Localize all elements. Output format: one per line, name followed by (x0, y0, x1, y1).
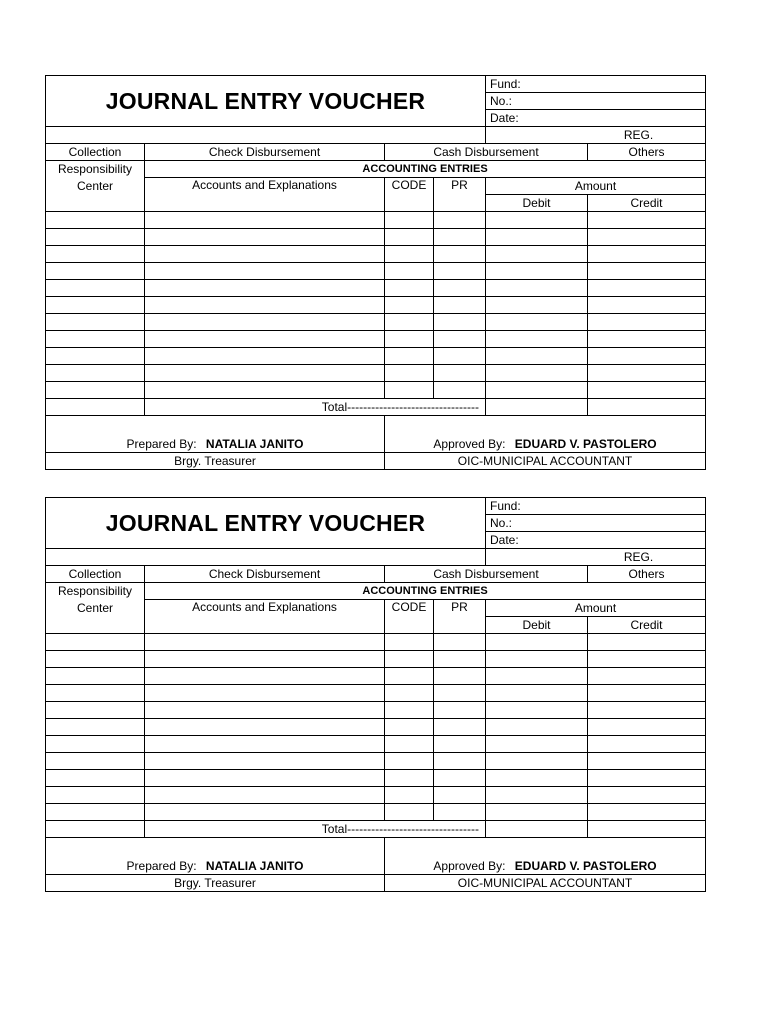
code-cell[interactable] (385, 702, 434, 719)
accounts-header: Accounts and Explanations (145, 600, 385, 634)
resp-center-cell[interactable] (46, 651, 145, 668)
approved-by-cell (385, 416, 706, 453)
account-cell[interactable] (145, 634, 385, 651)
code-cell[interactable] (385, 212, 434, 229)
entry-row (46, 770, 706, 787)
resp-center-cell[interactable] (46, 246, 145, 263)
blank-cell (46, 127, 486, 144)
account-cell[interactable] (145, 263, 385, 280)
debit-cell[interactable] (486, 702, 588, 719)
code-cell[interactable] (385, 668, 434, 685)
approved-by-title: OIC-MUNICIPAL ACCOUNTANT (385, 875, 706, 892)
resp-center-cell[interactable] (46, 331, 145, 348)
debit-cell[interactable] (486, 229, 588, 246)
number-field[interactable]: No.: (486, 515, 706, 532)
credit-cell[interactable] (588, 246, 706, 263)
account-cell[interactable] (145, 382, 385, 399)
credit-cell[interactable] (588, 348, 706, 365)
resp-center-cell[interactable] (46, 280, 145, 297)
resp-center-cell[interactable] (46, 753, 145, 770)
account-cell[interactable] (145, 212, 385, 229)
entry-row (46, 280, 706, 297)
account-cell[interactable] (145, 365, 385, 382)
pr-cell[interactable] (434, 212, 486, 229)
code-cell[interactable] (385, 719, 434, 736)
pr-cell[interactable] (434, 348, 486, 365)
code-cell[interactable] (385, 685, 434, 702)
prepared-by-label: Prepared By: (126, 437, 197, 451)
code-cell[interactable] (385, 280, 434, 297)
credit-cell[interactable] (588, 702, 706, 719)
credit-cell[interactable] (588, 314, 706, 331)
code-cell[interactable] (385, 365, 434, 382)
code-cell[interactable] (385, 736, 434, 753)
pr-cell[interactable] (434, 634, 486, 651)
mode-check-disbursement[interactable]: Check Disbursement (145, 566, 385, 583)
approved-by-name: EDUARD V. PASTOLERO (514, 859, 657, 873)
resp-center-cell[interactable] (46, 702, 145, 719)
account-cell[interactable] (145, 668, 385, 685)
entry-row (46, 787, 706, 804)
credit-header: Credit (588, 617, 706, 634)
entry-row (46, 685, 706, 702)
debit-cell[interactable] (486, 668, 588, 685)
entry-row (46, 719, 706, 736)
pr-cell[interactable] (434, 246, 486, 263)
mode-others[interactable]: Others (588, 144, 706, 161)
entry-row (46, 348, 706, 365)
voucher-title: JOURNAL ENTRY VOUCHER (46, 498, 486, 549)
resp-center-cell[interactable] (46, 297, 145, 314)
credit-cell[interactable] (588, 280, 706, 297)
credit-cell[interactable] (588, 753, 706, 770)
prepared-by-title: Brgy. Treasurer (46, 875, 385, 892)
approved-by-label: Approved By: (433, 437, 506, 451)
credit-cell[interactable] (588, 685, 706, 702)
date-field[interactable]: Date: (486, 110, 706, 127)
entry-row (46, 297, 706, 314)
code-cell[interactable] (385, 314, 434, 331)
accounting-entries-header: ACCOUNTING ENTRIES (145, 583, 706, 600)
code-cell[interactable] (385, 297, 434, 314)
code-cell[interactable] (385, 770, 434, 787)
credit-cell[interactable] (588, 365, 706, 382)
entry-row (46, 263, 706, 280)
debit-cell[interactable] (486, 297, 588, 314)
credit-cell[interactable] (588, 804, 706, 821)
prepared-by-cell (46, 416, 385, 453)
entry-row (46, 229, 706, 246)
credit-cell[interactable] (588, 212, 706, 229)
credit-cell[interactable] (588, 651, 706, 668)
entry-row (46, 382, 706, 399)
code-cell[interactable] (385, 804, 434, 821)
account-cell[interactable] (145, 770, 385, 787)
entry-rows (46, 212, 706, 399)
pr-cell[interactable] (434, 651, 486, 668)
approved-by-label: Approved By: (433, 859, 506, 873)
voucher-title: JOURNAL ENTRY VOUCHER (46, 76, 486, 127)
mode-others[interactable]: Others (588, 566, 706, 583)
total-credit[interactable] (588, 821, 706, 838)
account-cell[interactable] (145, 736, 385, 753)
debit-cell[interactable] (486, 787, 588, 804)
pr-cell[interactable] (434, 314, 486, 331)
code-cell[interactable] (385, 348, 434, 365)
resp-center-cell[interactable] (46, 382, 145, 399)
entry-row (46, 634, 706, 651)
total-label: Total--------------------------------- (145, 821, 486, 838)
accounts-header: Accounts and Explanations (145, 178, 385, 212)
code-header: CODE (385, 600, 434, 634)
voucher-table (45, 497, 706, 892)
amount-header: Amount (486, 178, 706, 195)
prepared-by-name: NATALIA JANITO (205, 859, 304, 873)
total-blank (46, 821, 145, 838)
mode-collection[interactable]: Collection (46, 144, 145, 161)
entry-row (46, 702, 706, 719)
pr-cell[interactable] (434, 229, 486, 246)
code-cell[interactable] (385, 634, 434, 651)
account-cell[interactable] (145, 314, 385, 331)
resp-center-cell[interactable] (46, 770, 145, 787)
pr-cell[interactable] (434, 736, 486, 753)
credit-cell[interactable] (588, 770, 706, 787)
debit-header: Debit (486, 195, 588, 212)
code-cell[interactable] (385, 787, 434, 804)
entry-row (46, 668, 706, 685)
pr-cell[interactable] (434, 382, 486, 399)
credit-cell[interactable] (588, 382, 706, 399)
pr-cell[interactable] (434, 365, 486, 382)
credit-header: Credit (588, 195, 706, 212)
entry-row (46, 651, 706, 668)
pr-header: PR (434, 600, 486, 634)
debit-cell[interactable] (486, 685, 588, 702)
prepared-by-label: Prepared By: (126, 859, 197, 873)
entry-row (46, 212, 706, 229)
resp-center-cell[interactable] (46, 365, 145, 382)
date-field[interactable]: Date: (486, 532, 706, 549)
pr-cell[interactable] (434, 297, 486, 314)
pr-cell[interactable] (434, 331, 486, 348)
responsibility-center-header: Responsibility Center (46, 161, 145, 212)
blank-cell (46, 549, 486, 566)
pr-cell[interactable] (434, 685, 486, 702)
resp-center-cell[interactable] (46, 804, 145, 821)
mode-cash-disbursement[interactable]: Cash Disbursement (385, 144, 588, 161)
resp-center-cell[interactable] (46, 736, 145, 753)
account-cell[interactable] (145, 787, 385, 804)
total-credit[interactable] (588, 399, 706, 416)
credit-cell[interactable] (588, 229, 706, 246)
voucher-table (45, 75, 706, 470)
credit-cell[interactable] (588, 331, 706, 348)
credit-cell[interactable] (588, 634, 706, 651)
account-cell[interactable] (145, 348, 385, 365)
account-cell[interactable] (145, 297, 385, 314)
amount-header: Amount (486, 600, 706, 617)
credit-cell[interactable] (588, 736, 706, 753)
code-cell[interactable] (385, 263, 434, 280)
prepared-by-title: Brgy. Treasurer (46, 453, 385, 470)
entry-rows (46, 634, 706, 821)
debit-cell[interactable] (486, 331, 588, 348)
debit-cell[interactable] (486, 314, 588, 331)
debit-cell[interactable] (486, 212, 588, 229)
mode-cash-disbursement[interactable]: Cash Disbursement (385, 566, 588, 583)
code-cell[interactable] (385, 229, 434, 246)
debit-cell[interactable] (486, 770, 588, 787)
pr-cell[interactable] (434, 280, 486, 297)
pr-cell[interactable] (434, 753, 486, 770)
credit-cell[interactable] (588, 668, 706, 685)
credit-cell[interactable] (588, 297, 706, 314)
pr-cell[interactable] (434, 804, 486, 821)
debit-cell[interactable] (486, 246, 588, 263)
total-debit[interactable] (486, 399, 588, 416)
account-cell[interactable] (145, 719, 385, 736)
debit-cell[interactable] (486, 280, 588, 297)
debit-cell[interactable] (486, 719, 588, 736)
account-cell[interactable] (145, 280, 385, 297)
resp-center-cell[interactable] (46, 229, 145, 246)
resp-center-cell[interactable] (46, 685, 145, 702)
pr-cell[interactable] (434, 702, 486, 719)
fund-field[interactable]: Fund: (486, 498, 706, 515)
entry-row (46, 246, 706, 263)
resp-center-cell[interactable] (46, 634, 145, 651)
number-field[interactable]: No.: (486, 93, 706, 110)
code-cell[interactable] (385, 753, 434, 770)
debit-cell[interactable] (486, 263, 588, 280)
pr-cell[interactable] (434, 770, 486, 787)
debit-cell[interactable] (486, 651, 588, 668)
account-cell[interactable] (145, 702, 385, 719)
code-header: CODE (385, 178, 434, 212)
debit-cell[interactable] (486, 382, 588, 399)
pr-cell[interactable] (434, 719, 486, 736)
account-cell[interactable] (145, 651, 385, 668)
fund-field[interactable]: Fund: (486, 76, 706, 93)
pr-header: PR (434, 178, 486, 212)
account-cell[interactable] (145, 229, 385, 246)
debit-cell[interactable] (486, 634, 588, 651)
entry-row (46, 736, 706, 753)
account-cell[interactable] (145, 753, 385, 770)
entry-row (46, 804, 706, 821)
resp-center-cell[interactable] (46, 314, 145, 331)
credit-cell[interactable] (588, 787, 706, 804)
entry-row (46, 753, 706, 770)
debit-cell[interactable] (486, 348, 588, 365)
mode-collection[interactable]: Collection (46, 566, 145, 583)
credit-cell[interactable] (588, 719, 706, 736)
code-cell[interactable] (385, 382, 434, 399)
reg-label: REG. (486, 127, 706, 144)
pr-cell[interactable] (434, 668, 486, 685)
mode-check-disbursement[interactable]: Check Disbursement (145, 144, 385, 161)
prepared-by-name: NATALIA JANITO (205, 437, 304, 451)
debit-cell[interactable] (486, 736, 588, 753)
account-cell[interactable] (145, 246, 385, 263)
total-blank (46, 399, 145, 416)
entry-row (46, 331, 706, 348)
approved-by-name: EDUARD V. PASTOLERO (514, 437, 657, 451)
account-cell[interactable] (145, 804, 385, 821)
pr-cell[interactable] (434, 263, 486, 280)
debit-cell[interactable] (486, 365, 588, 382)
code-cell[interactable] (385, 246, 434, 263)
approved-by-title: OIC-MUNICIPAL ACCOUNTANT (385, 453, 706, 470)
total-debit[interactable] (486, 821, 588, 838)
resp-center-cell[interactable] (46, 668, 145, 685)
accounting-entries-header: ACCOUNTING ENTRIES (145, 161, 706, 178)
total-label: Total--------------------------------- (145, 399, 486, 416)
debit-cell[interactable] (486, 804, 588, 821)
resp-center-cell[interactable] (46, 348, 145, 365)
pr-cell[interactable] (434, 787, 486, 804)
debit-cell[interactable] (486, 753, 588, 770)
code-cell[interactable] (385, 651, 434, 668)
responsibility-center-header: Responsibility Center (46, 583, 145, 634)
account-cell[interactable] (145, 685, 385, 702)
approved-by-cell (385, 838, 706, 875)
voucher-bottom (45, 497, 705, 892)
entry-row (46, 365, 706, 382)
voucher-top (45, 75, 705, 470)
resp-center-cell[interactable] (46, 719, 145, 736)
resp-center-cell[interactable] (46, 787, 145, 804)
prepared-by-cell (46, 838, 385, 875)
resp-center-cell[interactable] (46, 212, 145, 229)
code-cell[interactable] (385, 331, 434, 348)
entry-row (46, 314, 706, 331)
credit-cell[interactable] (588, 263, 706, 280)
account-cell[interactable] (145, 331, 385, 348)
reg-label: REG. (486, 549, 706, 566)
resp-center-cell[interactable] (46, 263, 145, 280)
debit-header: Debit (486, 617, 588, 634)
